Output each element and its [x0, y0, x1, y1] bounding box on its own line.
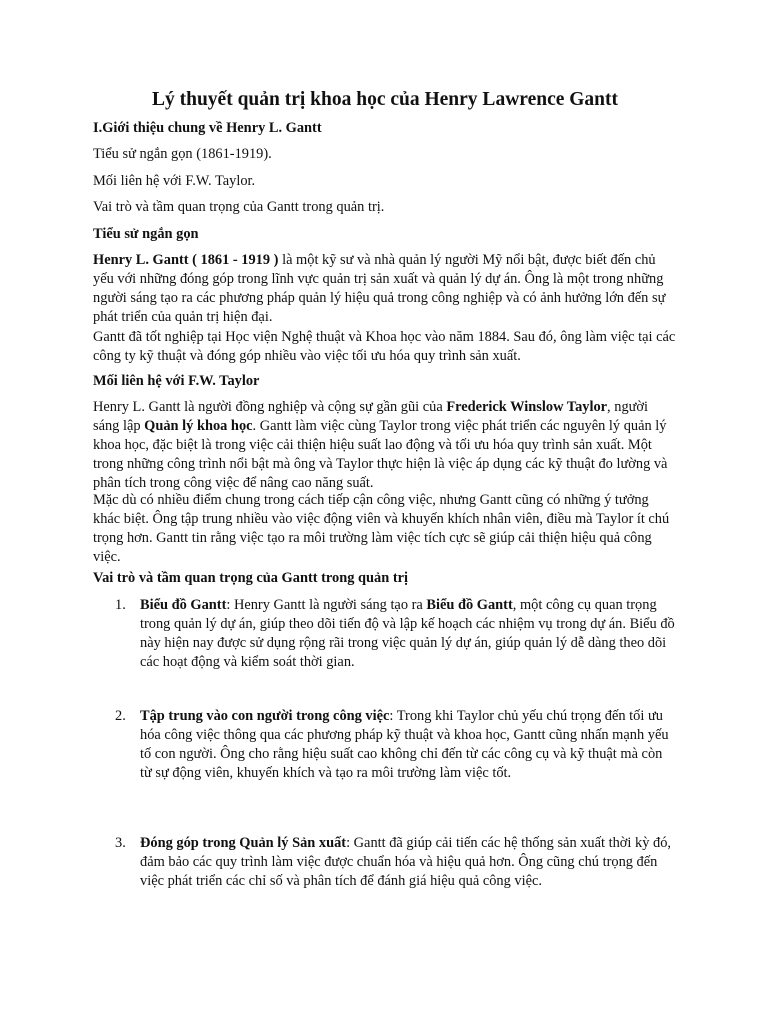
production-management-bold: Đóng góp trong Quản lý Sản xuất	[140, 835, 347, 851]
intro-item-taylor: Mối liên hệ với F.W. Taylor.	[93, 173, 256, 189]
list-text-b: , một công cụ quan trọng trong quản lý dự án, giúp theo dõi tiến độ và lập kế hoạch các nhiệm vụ trong dự án. Biểu đồ này hiện nay được sử dụng rộng rãi trong việc quản lý dự án, giúp quản lý dễ dàng theo dõi các hoạt động và kiểm soát thời gian.	[140, 597, 675, 670]
bio-name-bold: Henry L. Gantt ( 1861 - 1919 )	[93, 252, 279, 268]
taylor-text-d: . Gantt làm việc cùng Taylor trong việc phát triển các nguyên lý quản lý khoa học, đặc biệt là trong việc cải thiện hiệu suất lao động và tối ưu hóa quy trình sản xuất. Một trong những công trình nổi bật mà ông và Taylor thực hiện là việc áp dụng các kỹ thuật đo lường và phân tích trong công việc để nâng cao năng suất.	[93, 418, 668, 491]
list-item-text	[140, 707, 677, 783]
bio-paragraph-2: Gantt đã tốt nghiệp tại Học viện Nghệ thuật và Khoa học vào năm 1884. Sau đó, ông làm việc tại các công ty kỹ thuật và đóng góp nhiều vào việc tối ưu hóa quy trình sản xuất.	[93, 329, 676, 364]
list-number: 1.	[115, 597, 126, 613]
taylor-paragraph-2: Mặc dù có nhiều điểm chung trong cách tiếp cận công việc, nhưng Gantt cũng có những ý tưởng khác biệt. Ông tập trung nhiều vào việc động viên và khuyến khích nhân viên, điều mà Taylor ít chú trọng hơn. Gantt tin rằng việc tạo ra môi trường làm việc tích cực sẽ giúp cải thiện hiệu quả công việc.	[93, 492, 670, 565]
list-item-text	[140, 834, 677, 891]
list-text-a: : Henry Gantt là người sáng tạo ra	[226, 597, 427, 613]
section-heading-role: Vai trò và tầm quan trọng của Gantt trong quản trị	[93, 570, 409, 586]
list-text-a: : Trong khi Taylor chủ yếu chú trọng đến tối ưu hóa công việc thông qua các phương pháp kỹ thuật và khoa học, Gantt cũng nhấn mạnh yếu tố con người. Ông cho rằng hiệu suất cao không chỉ đến từ các công cụ và kỹ thuật mà còn từ sự động viên, khuyến khích và tạo ra môi trường làm việc tốt.	[140, 708, 669, 781]
gantt-chart-bold-2: Biểu đồ Gantt	[426, 597, 513, 613]
list-number: 2.	[115, 708, 126, 724]
bio-paragraph-1	[93, 251, 677, 327]
taylor-paragraph-1	[93, 398, 677, 493]
section-heading-bio: Tiểu sử ngắn gọn	[93, 226, 199, 242]
list-number: 3.	[115, 835, 126, 851]
taylor-name-bold: Frederick Winslow Taylor	[446, 399, 608, 415]
list-text-a: : Gantt đã giúp cải tiến các hệ thống sản xuất thời kỳ đó, đảm bảo các quy trình làm việc được chuẩn hóa và hiệu quả hơn. Ông cũng chú trọng đến việc phát triển các chỉ số và phân tích để đánh giá hiệu quả công việc.	[140, 835, 671, 889]
gantt-chart-bold: Biểu đồ Gantt	[140, 597, 227, 613]
intro-item-role: Vai trò và tầm quan trọng của Gantt trong quản trị.	[93, 199, 385, 215]
intro-item-bio: Tiểu sử ngắn gọn (1861-1919).	[93, 146, 272, 162]
scientific-management-bold: Quản lý khoa học	[144, 418, 253, 434]
taylor-text-a: Henry L. Gantt là người đồng nghiệp và cộng sự gần gũi của	[93, 399, 447, 415]
page-title: Lý thuyết quản trị khoa học của Henry Lawrence Gantt	[151, 89, 619, 110]
section-heading-intro: I.Giới thiệu chung về Henry L. Gantt	[93, 120, 322, 136]
people-focus-bold: Tập trung vào con người trong công việc	[140, 708, 390, 724]
bio-paragraph-1-text: là một kỹ sư và nhà quản lý người Mỹ nổi bật, được biết đến chủ yếu với những đóng góp trong lĩnh vực quản trị sản xuất và quản lý dự án. Ông là một trong những người sáng tạo ra các phương pháp quản lý hiệu quả trong công nghiệp và có ảnh hưởng lớn đến sự phát triển của quản trị hiện đại.	[93, 252, 666, 325]
taylor-text-c: , người sáng lập	[93, 399, 649, 434]
list-item-text	[140, 596, 677, 672]
section-heading-taylor: Mối liên hệ với F.W. Taylor	[93, 373, 260, 389]
